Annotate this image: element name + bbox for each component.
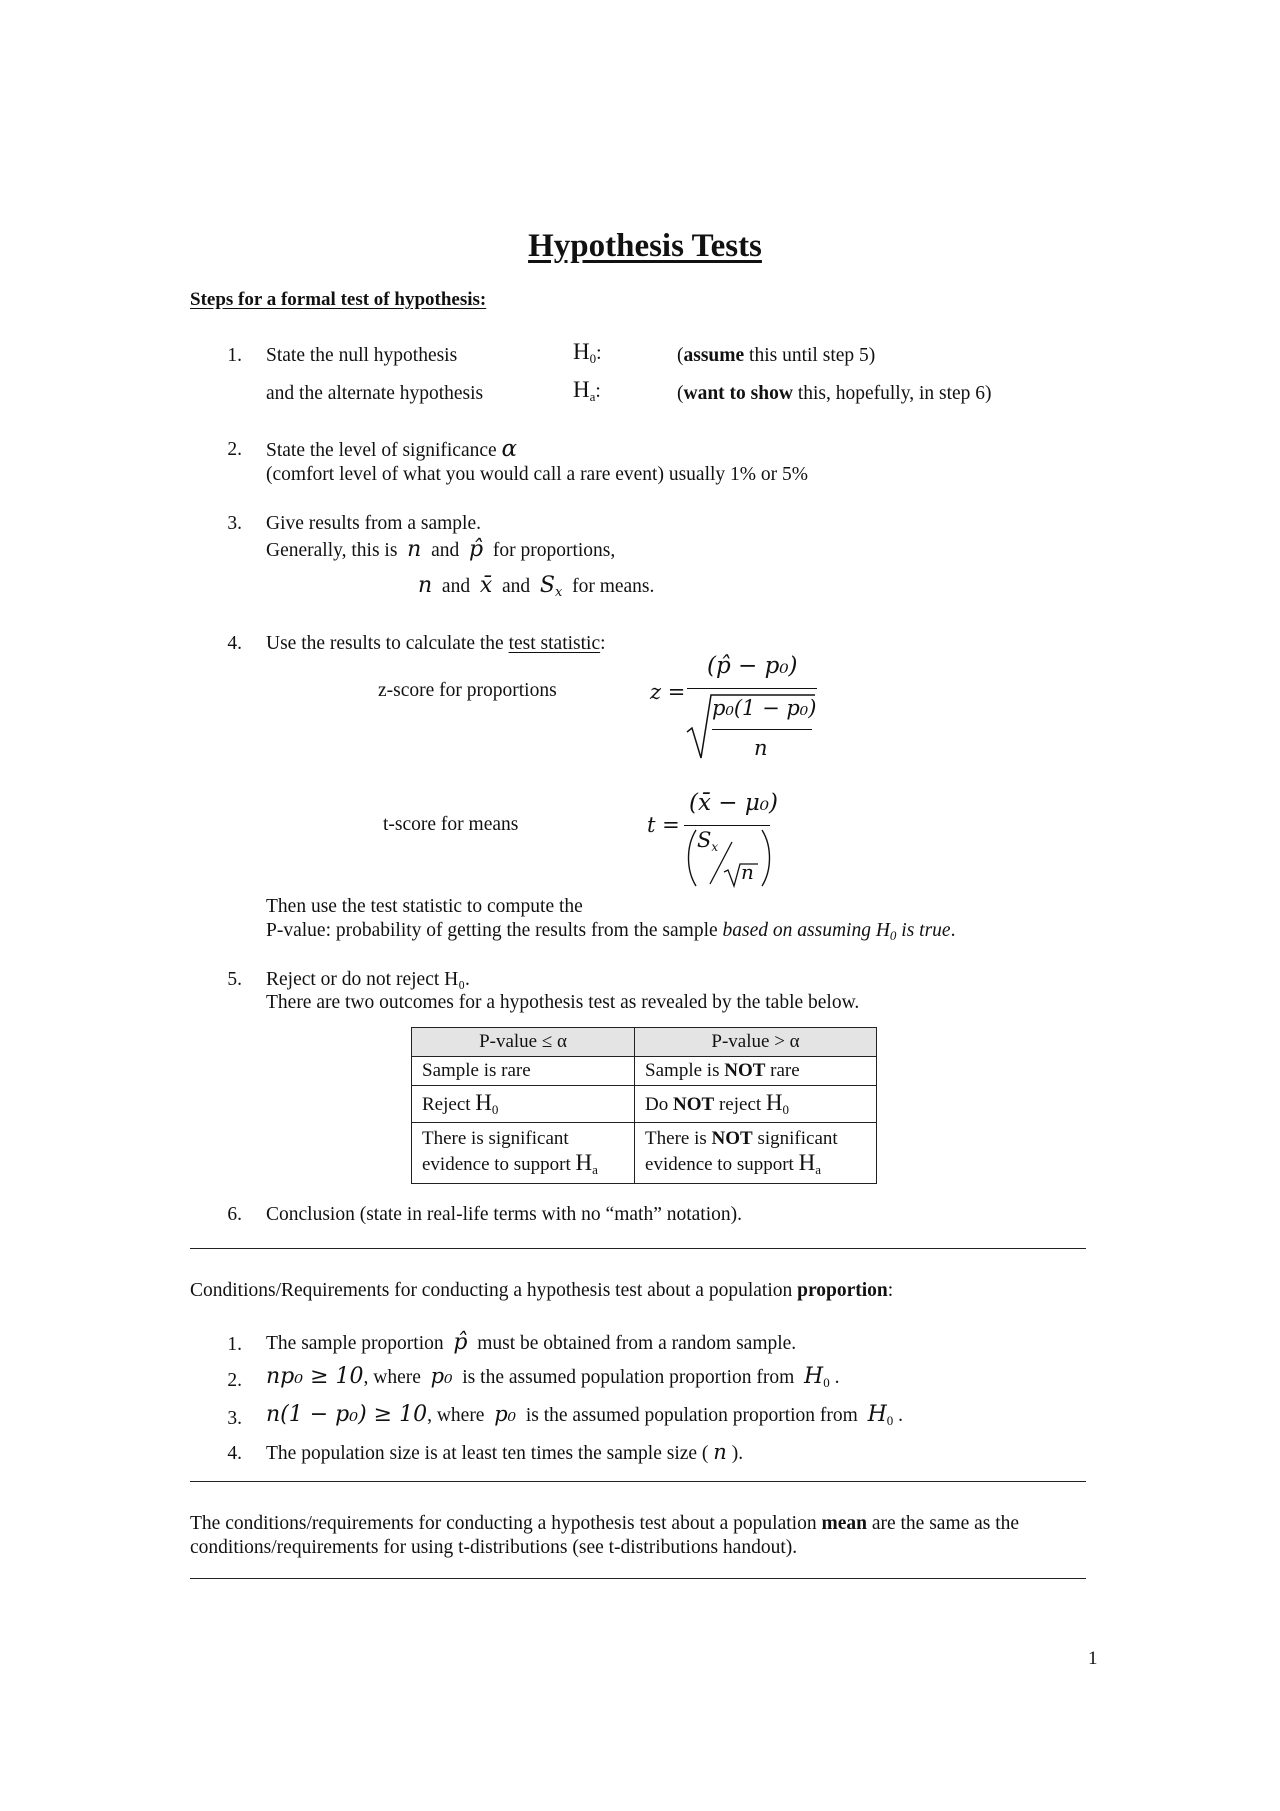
then-line: Then use the test statistic to compute the	[266, 896, 583, 917]
outcomes-table	[411, 1027, 877, 1184]
null-hypothesis-label: State the null hypothesis	[266, 345, 458, 366]
page-number: 1	[1088, 1648, 1098, 1669]
divider-3	[190, 1578, 1086, 1579]
z-inner-fraction-bar	[712, 729, 812, 730]
sample-results-line: Give results from a sample.	[266, 513, 481, 534]
step-4-number: 4.	[227, 633, 242, 654]
condition-3: n(1 − p₀) ≥ 10, where p₀ is the assumed population proportion from $H_0$ .	[266, 1402, 904, 1428]
t-denominator-s: $S_x$	[697, 828, 719, 854]
t-numerator: (x̄ − μ₀)	[689, 790, 778, 816]
reject-line: Reject or do not reject H₀.	[266, 969, 470, 990]
h0-symbol: $H_0$:	[573, 339, 602, 366]
table-header-left: P-value ≤ α	[412, 1028, 635, 1057]
table-cell-do-not-reject: Do NOT reject $H_0$	[635, 1086, 877, 1123]
table-cell-reject: Reject $H_0$	[412, 1086, 635, 1123]
mean-conditions-line-1: The conditions/requirements for conducting a hypothesis test about a population mean are the same as the	[190, 1513, 1020, 1534]
divider-2	[190, 1481, 1086, 1482]
step-2-number: 2.	[227, 439, 242, 460]
z-numerator: (p̂ − p₀)	[707, 653, 798, 679]
proportion-stats-line: Generally, this is n and p̂ for proportions,	[266, 537, 616, 562]
alternate-note: (want to show this, hopefully, in step 6)	[677, 383, 992, 404]
page-title: Hypothesis Tests	[528, 228, 762, 264]
steps-heading: Steps for a formal test of hypothesis:	[190, 289, 487, 310]
ha-symbol: $H_a$:	[573, 377, 601, 404]
condition-1: The sample proportion p̂ must be obtained from a random sample.	[266, 1330, 797, 1355]
conclusion-line: Conclusion (state in real-life terms with no “math” notation).	[266, 1204, 742, 1225]
significance-note: (comfort level of what you would call a rare event) usually 1% or 5%	[266, 464, 809, 485]
condition-4: The population size is at least ten times the sample size ( n ).	[266, 1440, 744, 1464]
t-lhs: t =	[647, 813, 680, 837]
condition-2-number: 2.	[227, 1370, 242, 1391]
p-value-definition: P-value: probability of getting the results from the sample based on assuming $H_0$ is true.	[266, 920, 956, 943]
t-denominator-n: n	[741, 860, 754, 884]
z-lhs: z =	[650, 680, 686, 704]
table-cell-rare: Sample is rare	[412, 1057, 635, 1086]
z-denominator-inner: p₀(1 − p₀)	[712, 696, 817, 720]
t-score-label: t-score for means	[383, 814, 519, 835]
test-statistic-line: Use the results to calculate the test statistic:	[266, 633, 606, 654]
condition-4-number: 4.	[227, 1443, 242, 1464]
outcomes-line: There are two outcomes for a hypothesis test as revealed by the table below.	[266, 992, 860, 1013]
null-note: (assume this until step 5)	[677, 345, 876, 366]
condition-3-number: 3.	[227, 1408, 242, 1429]
table-header-right: P-value > α	[635, 1028, 877, 1057]
table-cell-not-significant: There is NOT significant evidence to support $H_a$	[635, 1123, 877, 1184]
significance-line: State the level of significance α	[266, 436, 518, 462]
mean-stats-line: n and x̄ and $S_x$ for means.	[418, 573, 655, 600]
alternate-hypothesis-label: and the alternate hypothesis	[266, 383, 484, 404]
table-cell-significant: There is significant evidence to support $H_a$	[412, 1123, 635, 1184]
z-score-label: z-score for proportions	[378, 680, 557, 701]
mean-conditions-line-2: conditions/requirements for using t-distributions (see t-distributions handout).	[190, 1537, 798, 1558]
table-cell-not-rare: Sample is NOT rare	[635, 1057, 877, 1086]
divider-1	[190, 1248, 1086, 1249]
step-3-number: 3.	[227, 513, 242, 534]
condition-2: np₀ ≥ 10, where p₀ is the assumed population proportion from $H_0$ .	[266, 1364, 840, 1390]
step-6-number: 6.	[227, 1204, 242, 1225]
condition-1-number: 1.	[227, 1334, 242, 1355]
proportion-conditions-intro: Conditions/Requirements for conducting a hypothesis test about a population proportion:	[190, 1280, 894, 1301]
step-5-number: 5.	[227, 969, 242, 990]
step-1-number: 1.	[227, 345, 242, 366]
z-denominator-n: n	[754, 736, 768, 760]
